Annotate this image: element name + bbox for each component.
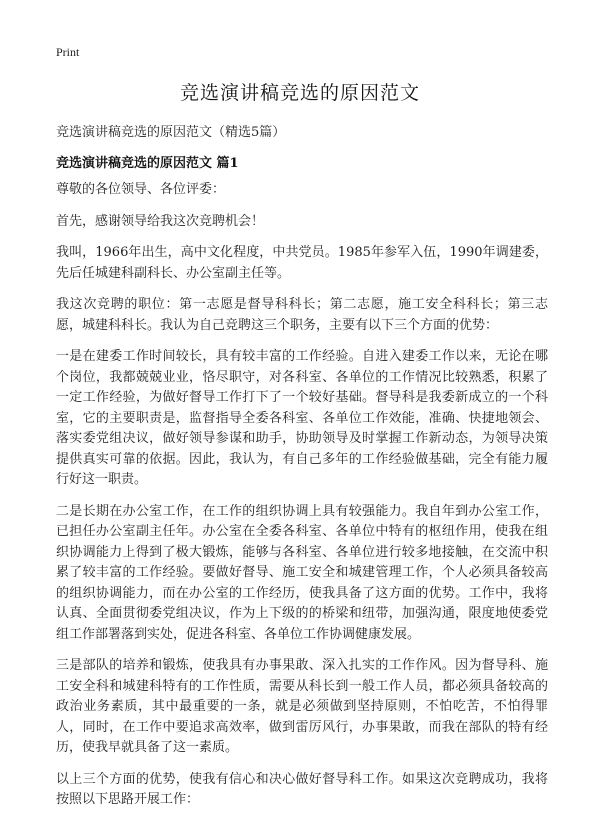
document-body — [56, 180, 548, 822]
paragraph-thanks: 首先，感谢领导给我这次竞聘机会！ — [56, 213, 265, 229]
document-subtitle: 竞选演讲稿竞选的原因范文（精选5篇） — [56, 125, 286, 140]
paragraph-conclusion: 以上三个方面的优势，使我有信心和决心做好督导科工作。如果这次竞聘成功，我将按照以下思路开展工作： — [56, 771, 548, 807]
paragraph-greeting: 尊敬的各位领导、各位评委： — [56, 182, 226, 197]
paragraph-positions: 我这次竞聘的职位：第一志愿是督导科科长；第二志愿，施工安全科科长；第三志愿，城建科科长。我认为自己竞聘这三个职务，主要有以下三个方面的优势： — [56, 297, 548, 333]
paragraph-advantage-one: 一是在建委工作时间较长，具有较丰富的工作经验。自进入建委工作以来，无论在哪个岗位，我都兢兢业业，恪尽职守，对各科室、各单位的工作情况比较熟悉，积累了一定工作经验，为做好督导工作打下了一个较好基础。督导科是我委新成立的一个科室，它的主要职责是，监督指导全委各科室、各单位工作效能，准确、快捷地领会、落实委党组决议，做好领导参谋和助手，协助领导及时掌握工作新动态，为领导决策提供真实可靠的依据。因此，我认为，有自己多年的工作经验做基础，完全有能力履行好这一职责。 — [56, 349, 548, 487]
section-heading: 竞选演讲稿竞选的原因范文 篇1 — [56, 156, 239, 171]
page-title: 竞选演讲稿竞选的原因范文 — [179, 82, 420, 104]
paragraph-intro: 我叫，1966年出生，高中文化程度，中共党员。1985年参军入伍，1990年调建委，先后任城建科副科长、办公室副主任等。 — [56, 245, 548, 281]
print-link[interactable]: Print — [56, 45, 80, 59]
paragraph-advantage-two: 二是长期在办公室工作，在工作的组织协调上具有较强能力。我自年到办公室工作，已担任办公室副主任年。办公室在全委各科室、各单位中特有的枢纽作用，使我在组织协调能力上得到了极大锻炼，能够与各科室、各单位进行较多地接触，在交流中积累了较丰富的工作经验。要做好督导、施工安全和城建管理工作，个人必须具备较高的组织协调能力，而在办公室的工作经历，使我具备了这方面的优势。工作中，我将认真、全面贯彻委党组决议，作为上下级的的桥梁和纽带，加强沟通，限度地使委党组工作部署落到实处，促进各科室、各单位工作协调健康发展。 — [56, 503, 548, 642]
paragraph-advantage-three: 三是部队的培养和锻炼，使我具有办事果敢、深入扎实的工作作风。因为督导科、施工安全科和城建科特有的工作性质，需要从科长到一般工作人员，都必须具备较高的政治业务素质，其中最重要的一条，就是必须做到坚持原则，不怕吃苦，不怕得罪人，同时，在工作中要追求高效率，做到雷厉风行，办事果敢，而我在部队的特有经历，使我早就具备了这一素质。 — [56, 658, 548, 755]
